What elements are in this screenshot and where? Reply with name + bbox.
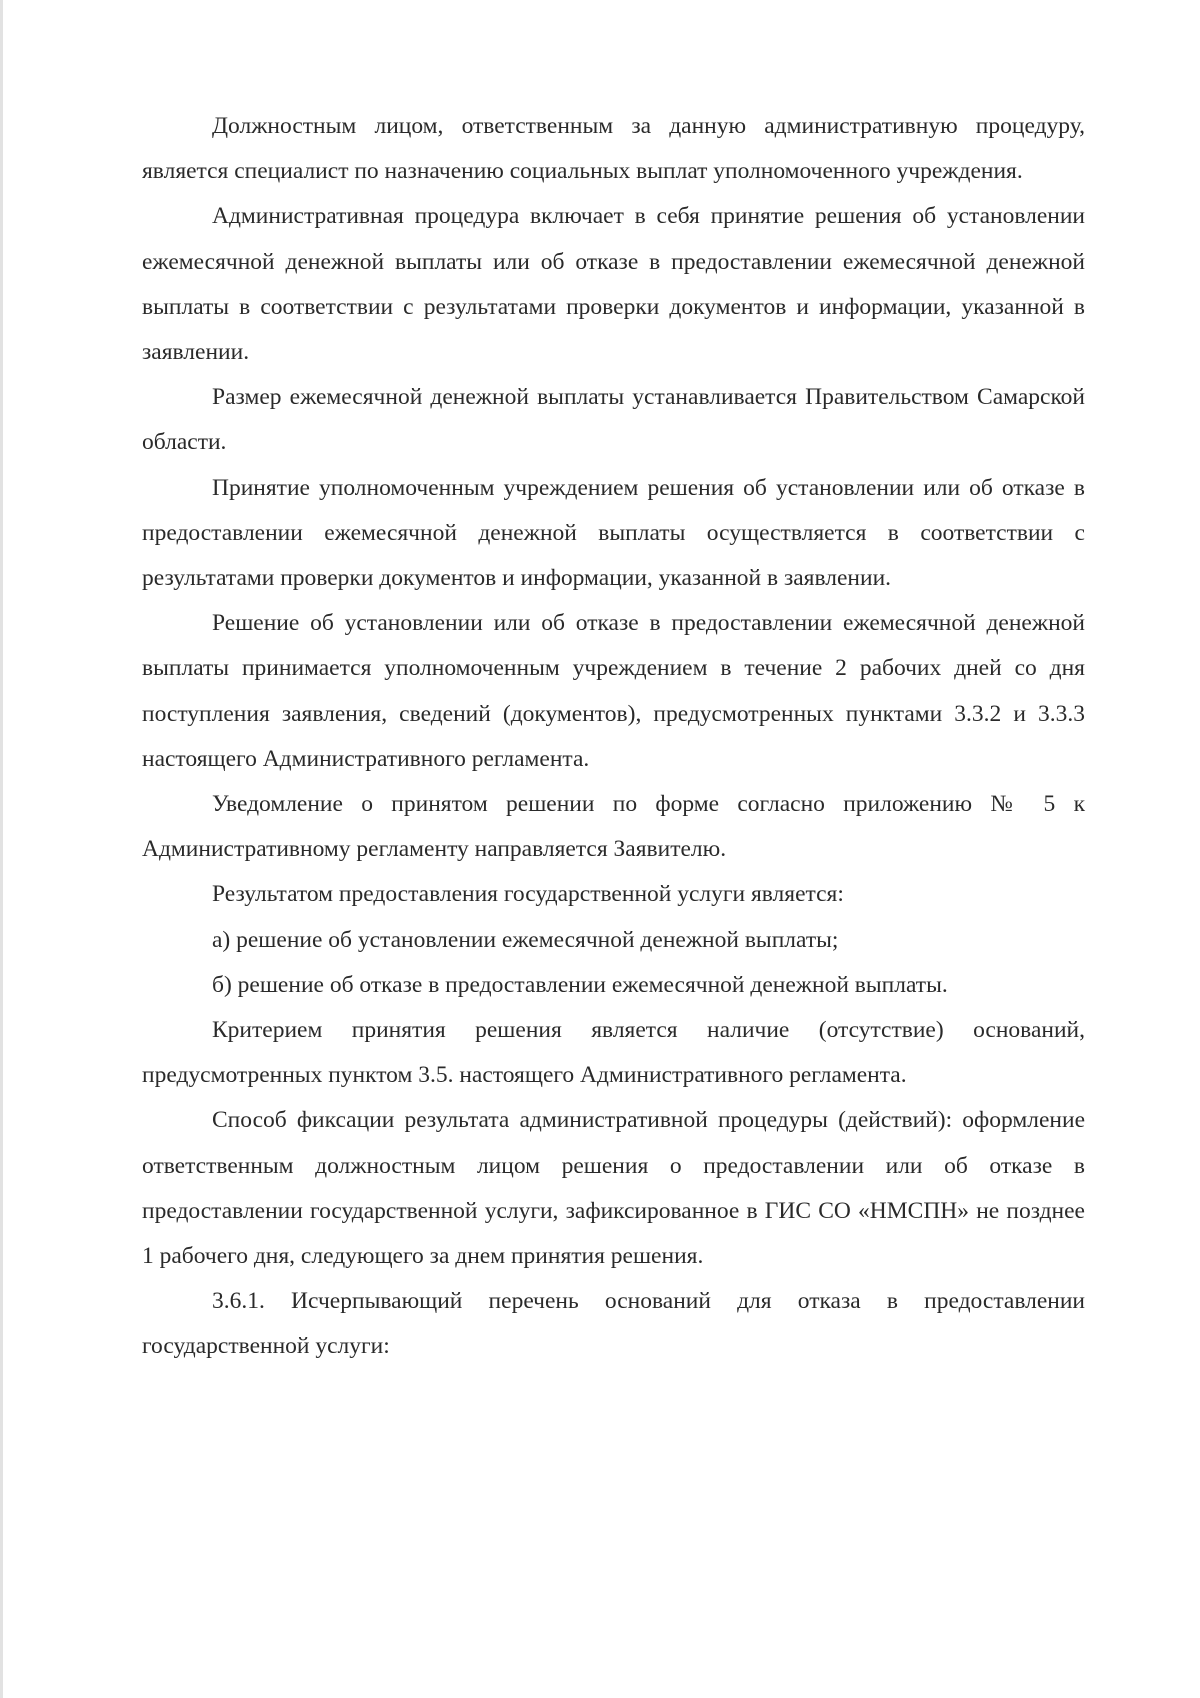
document-body [142,104,1085,1370]
paragraph-decision-criterion: Критерием принятия решения является наличие (отсутствие) оснований, предусмотренных пунктом 3.5. настоящего Административного регламента. [142,1017,1085,1089]
paragraph-decision-basis: Принятие уполномоченным учреждением решения об установлении или об отказе в предоставлении ежемесячной денежной выплаты осуществляется в соответствии с результатами проверки документов и информации, указанной в заявлении. [142,474,1085,592]
paragraph-notification: Уведомление о принятом решении по форме согласно приложению № 5 к Административному регламенту направляется Заявителю. [142,791,1085,863]
paragraph-section-3-6-1: 3.6.1. Исчерпывающий перечень оснований для отказа в предоставлении государственной услуги: [142,1288,1085,1360]
paragraph-result-item-a: а) решение об установлении ежемесячной денежной выплаты; [212,926,839,953]
paragraph-result-fixation: Способ фиксации результата административной процедуры (действий): оформление ответственным должностным лицом решения о предоставлении или об отказе в предоставлении государственной услуги, зафиксированное в ГИС СО «НМСПН» не позднее 1 рабочего дня, следующего за днем принятия решения. [142,1107,1085,1270]
paragraph-payment-amount: Размер ежемесячной денежной выплаты устанавливается Правительством Самарской области. [142,384,1085,456]
paragraph-responsible-official: Должностным лицом, ответственным за данную административную процедуру, является специалист по назначению социальных выплат уполномоченного учреждения. [142,113,1085,185]
paragraph-result-item-b: б) решение об отказе в предоставлении ежемесячной денежной выплаты. [212,971,948,998]
paragraph-result-intro: Результатом предоставления государственной услуги является: [212,881,844,908]
paragraph-procedure-scope: Административная процедура включает в себя принятие решения об установлении ежемесячной денежной выплаты или об отказе в предоставлении ежемесячной денежной выплаты в соответствии с результатами проверки документов и информации, указанной в заявлении. [142,203,1085,366]
paragraph-decision-deadline: Решение об установлении или об отказе в предоставлении ежемесячной денежной выплаты принимается уполномоченным учреждением в течение 2 рабочих дней со дня поступления заявления, сведений (документов), предусмотренных пунктами 3.3.2 и 3.3.3 настоящего Административного регламента. [142,610,1085,772]
